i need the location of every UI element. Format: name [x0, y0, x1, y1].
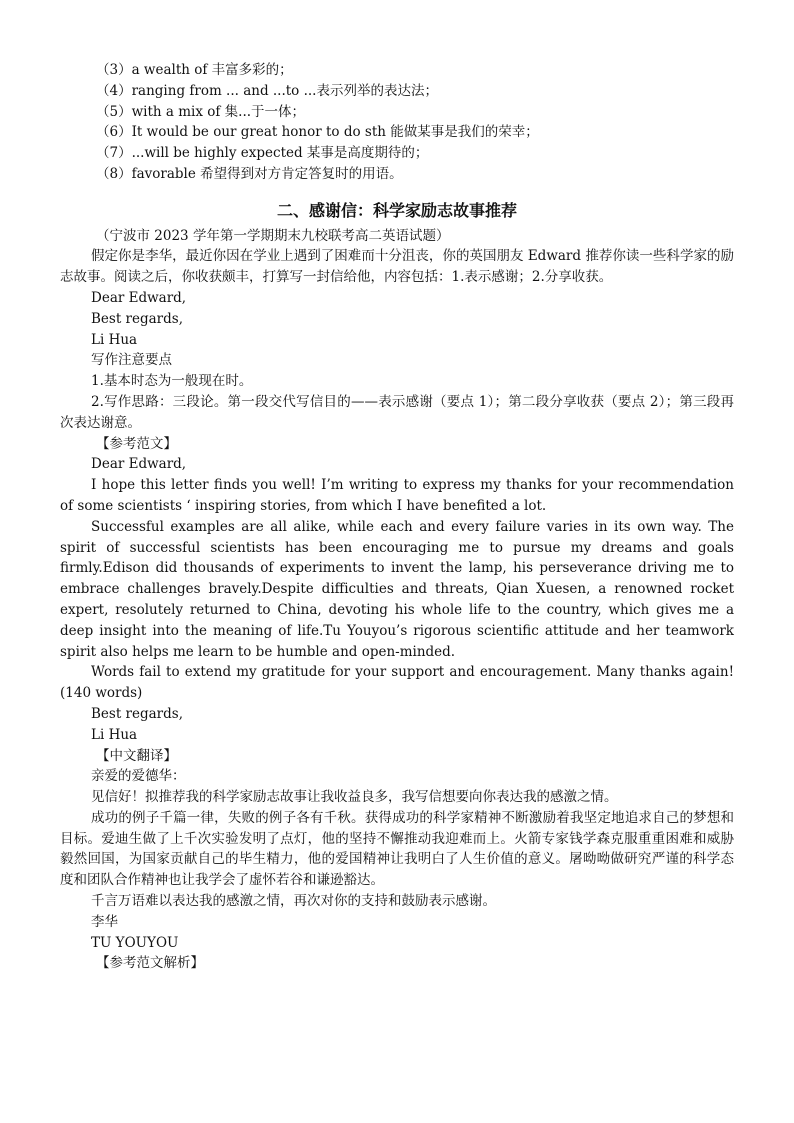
- translation-signature-latin: TU YOUYOU: [91, 934, 179, 951]
- notes-item: 1.基本时态为一般现在时。: [91, 373, 253, 390]
- document-page: [60, 60, 734, 974]
- source-line: （宁波市 2023 学年第一学期期末九校联考高二英语试题）: [96, 227, 450, 244]
- translation-paragraph: 见信好！拟推荐我的科学家励志故事让我收益良多，我写信想要向你表达我的感激之情。: [91, 789, 618, 806]
- sample-label: 【参考范文】: [96, 435, 177, 452]
- phrase-list: [60, 60, 734, 185]
- sample-signature: Li Hua: [91, 726, 138, 743]
- list-item: （3）a wealth of 丰富多彩的；: [96, 62, 293, 78]
- list-item: （7）...will be highly expected 某事是高度期待的；: [96, 145, 429, 162]
- analysis-label: 【参考范文解析】: [96, 955, 204, 972]
- sample-paragraph: Words fail to extend my gratitude for your support and encouragement. Many thanks again! (140 words): [60, 664, 734, 702]
- prompt-paragraph: 假定你是李华，最近你因在学业上遇到了困难而十分沮丧，你的英国朋友 Edward 推荐你读一些科学家的励志故事。阅读之后，你收获颇丰，打算写一封信给他，内容包括：1.表示感谢；2.分享收获。: [60, 248, 734, 286]
- translation-greeting: 亲爱的爱德华：: [91, 768, 186, 785]
- section-title: 二、感谢信：科学家励志故事推荐: [276, 200, 517, 220]
- sample-closing: Best regards,: [91, 705, 184, 722]
- list-item: （8）favorable 希望得到对方肯定答复时的用语。: [96, 165, 403, 182]
- translation-paragraph: 成功的例子千篇一律，失败的例子各有千秋。获得成功的科学家精神不断激励着我坚定地追求自己的梦想和目标。爱迪生做了上千次实验发明了点灯，他的坚持不懈推动我迎难而上。火箭专家钱学森克服重重困难和威胁毅然回国，为国家贡献自己的毕生精力，他的爱国精神让我明白了人生价值的意义。屠呦呦做研究严谨的科学态度和团队合作精神也让我学会了虚怀若谷和谦逊豁达。: [60, 809, 734, 889]
- template-greeting: Dear Edward,: [91, 289, 187, 306]
- sample-paragraph: I hope this letter finds you well! I’m writing to express my thanks for your recommendation of some scientists ‘ inspiring stories, from which I have benefited a lot.: [60, 477, 734, 514]
- sample-paragraph: Successful examples are all alike, while each and every failure varies in its own way. The spirit of successful scientists has been encouraging me to pursue my dreams and goals firmly.Edison did thousands of experiments to invent the lamp, his perseverance driving me to embrace challenges bravely.Despite difficulties and threats, Qian Xuesen, a renowned rocket expert, resolutely returned to China, devoting his whole life to the country, which gives me a deep insight into the meaning of life.Tu Youyou’s rigorous scientific attitude and her teamwork spirit also helps me learn to be humble and open-minded.: [60, 518, 734, 660]
- notes-title: 写作注意要点: [91, 352, 172, 369]
- translation-signature: 李华: [91, 913, 118, 930]
- template-signature: Li Hua: [91, 331, 138, 348]
- list-item: （5）with a mix of 集...于一体；: [96, 103, 306, 120]
- list-item: （6）It would be our great honor to do sth 能做某事是我们的荣幸；: [96, 124, 539, 141]
- template-closing: Best regards,: [91, 310, 184, 327]
- translation-paragraph: 千言万语难以表达我的感激之情，再次对你的支持和鼓励表示感谢。: [91, 893, 496, 910]
- translation-label: 【中文翻译】: [96, 747, 177, 764]
- list-item: （4）ranging from ... and ...to ...表示列举的表达法；: [96, 82, 438, 99]
- sample-greeting: Dear Edward,: [91, 456, 187, 473]
- notes-item: 2.写作思路：三段论。第一段交代写信目的——表示感谢（要点 1）；第二段分享收获（要点 2）；第三段再次表达谢意。: [60, 393, 734, 431]
